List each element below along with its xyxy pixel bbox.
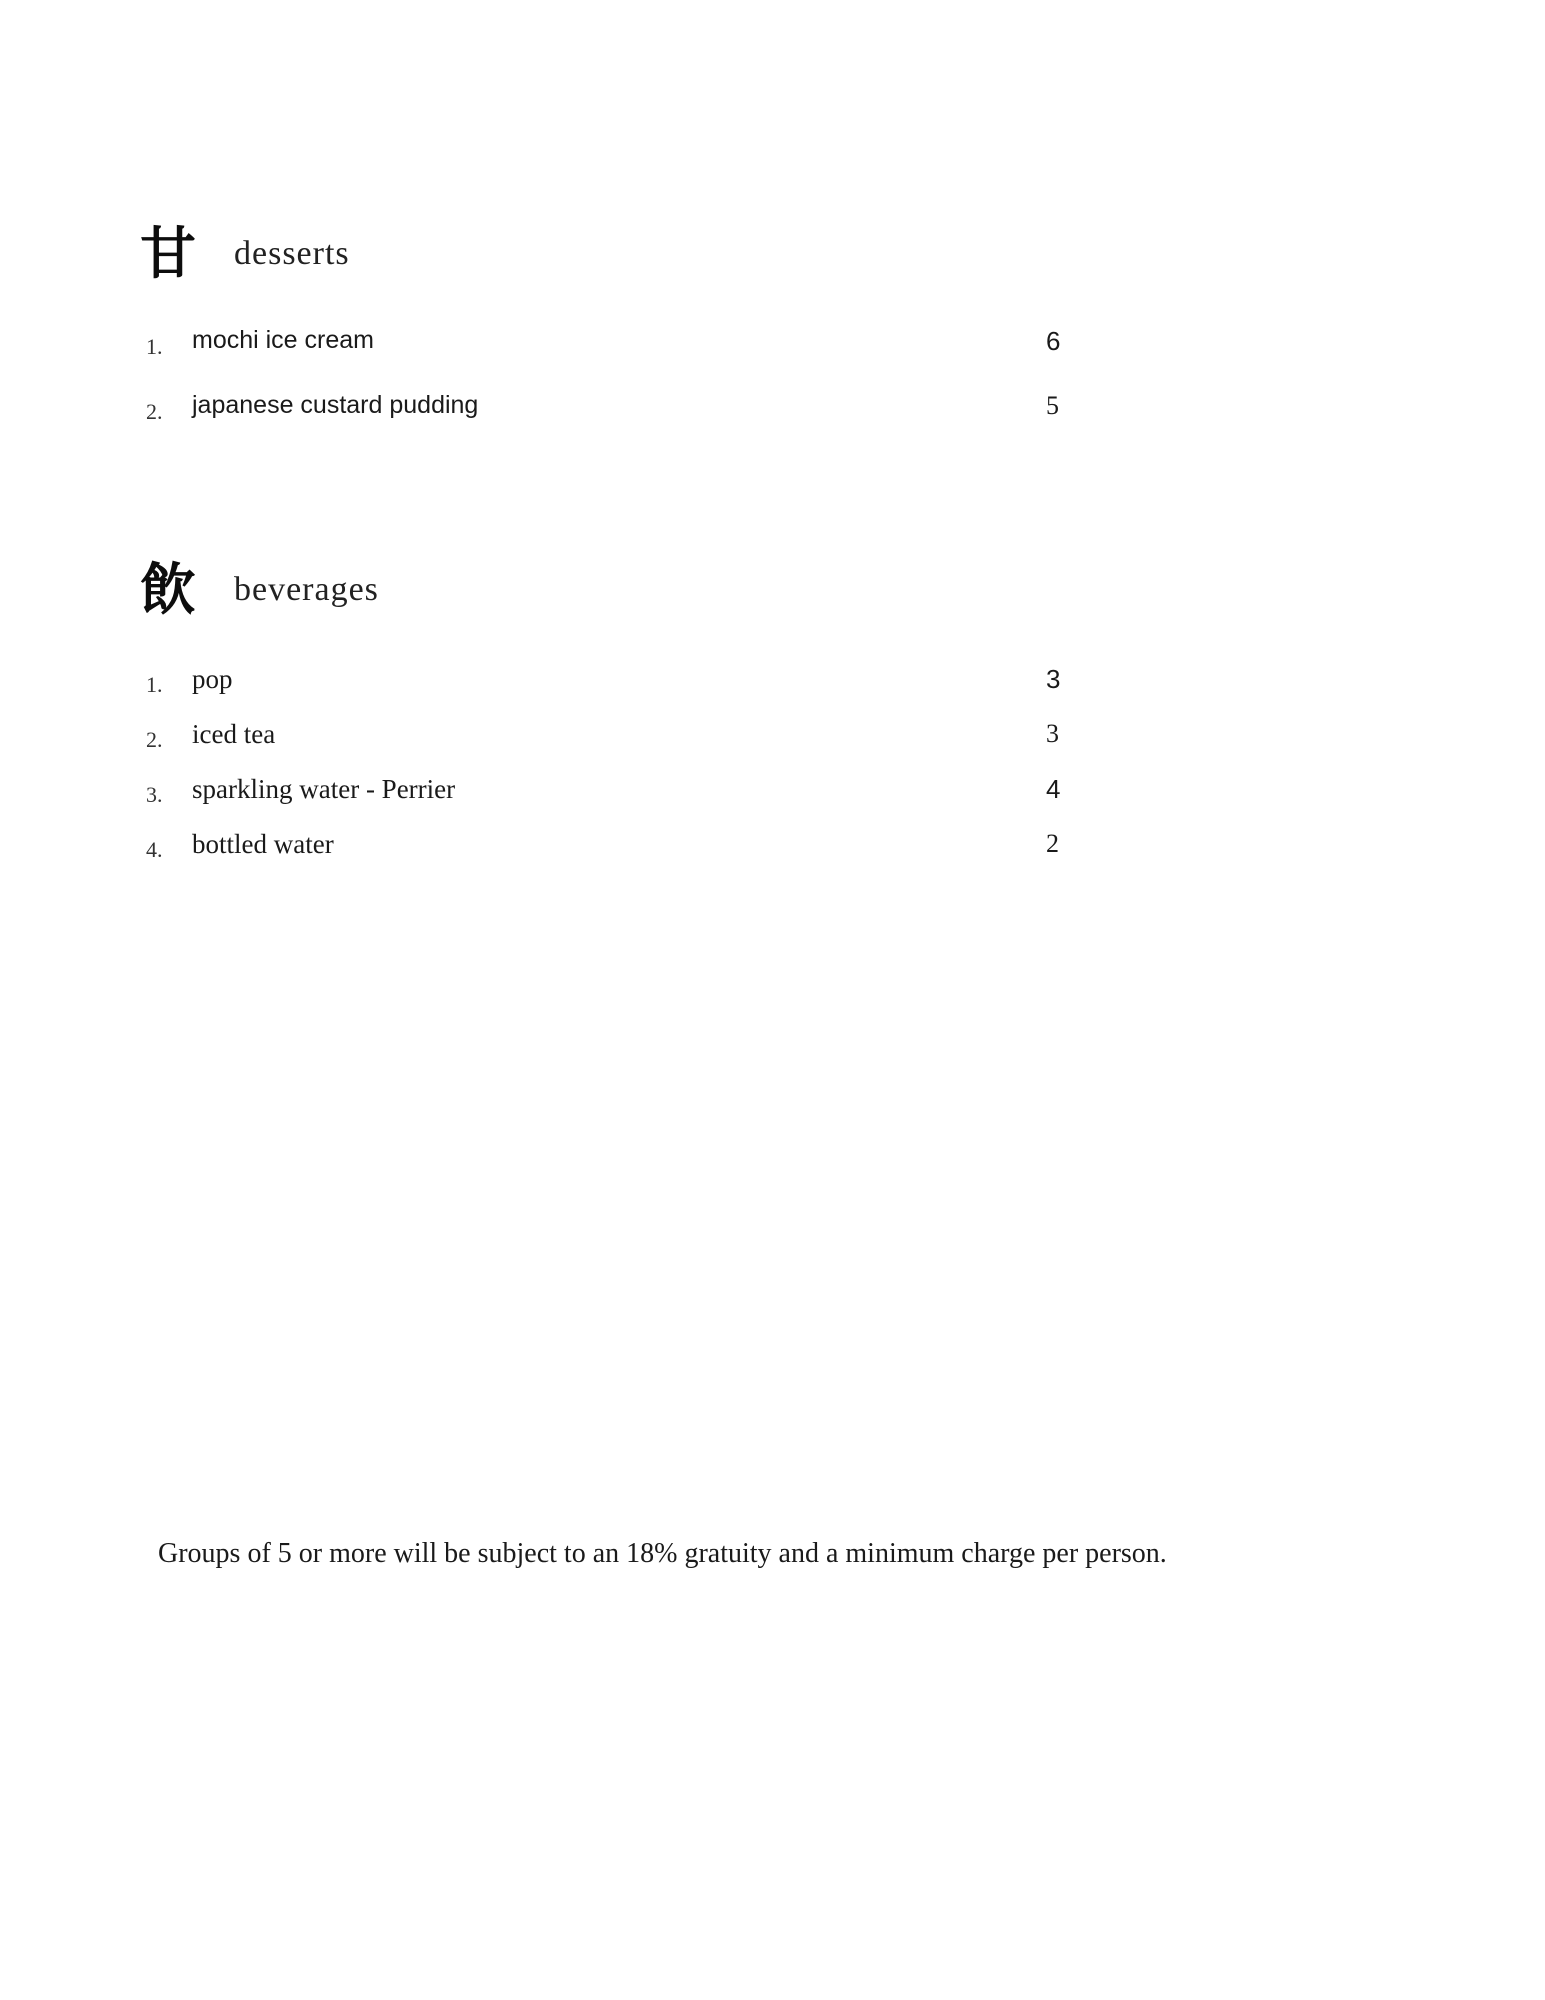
menu-item — [146, 774, 1066, 814]
item-number: 2. — [146, 399, 163, 424]
item-name: bottled water — [192, 829, 334, 859]
beverages-header — [140, 557, 379, 623]
item-name: pop — [192, 664, 233, 694]
item-price: 2 — [1046, 829, 1059, 858]
item-number: 1. — [146, 334, 163, 359]
beverages-kanji: 飲 — [140, 557, 196, 623]
menu-item — [146, 391, 1066, 431]
item-name: japanese custard pudding — [192, 391, 479, 419]
item-name: iced tea — [192, 719, 276, 749]
item-name: sparkling water - Perrier — [192, 774, 456, 804]
item-price: 3 — [1046, 719, 1059, 748]
menu-item — [146, 719, 1066, 759]
item-price: 5 — [1046, 391, 1059, 420]
desserts-title: desserts — [234, 235, 350, 272]
item-number: 1. — [146, 672, 163, 697]
menu-item — [146, 326, 1066, 366]
item-number: 2. — [146, 727, 163, 752]
item-price: 3 — [1046, 664, 1061, 694]
desserts-kanji: 甘 — [140, 221, 196, 287]
beverages-title: beverages — [234, 571, 379, 608]
gratuity-note: Groups of 5 or more will be subject to an 18% gratuity and a minimum charge per person. — [158, 1538, 1167, 1569]
menu-item — [146, 664, 1066, 704]
item-number: 4. — [146, 837, 163, 862]
desserts-header — [140, 221, 350, 287]
item-name: mochi ice cream — [192, 326, 374, 354]
item-price: 4 — [1046, 774, 1061, 804]
menu-item — [146, 829, 1066, 869]
item-number: 3. — [146, 782, 163, 807]
item-price: 6 — [1046, 326, 1061, 356]
